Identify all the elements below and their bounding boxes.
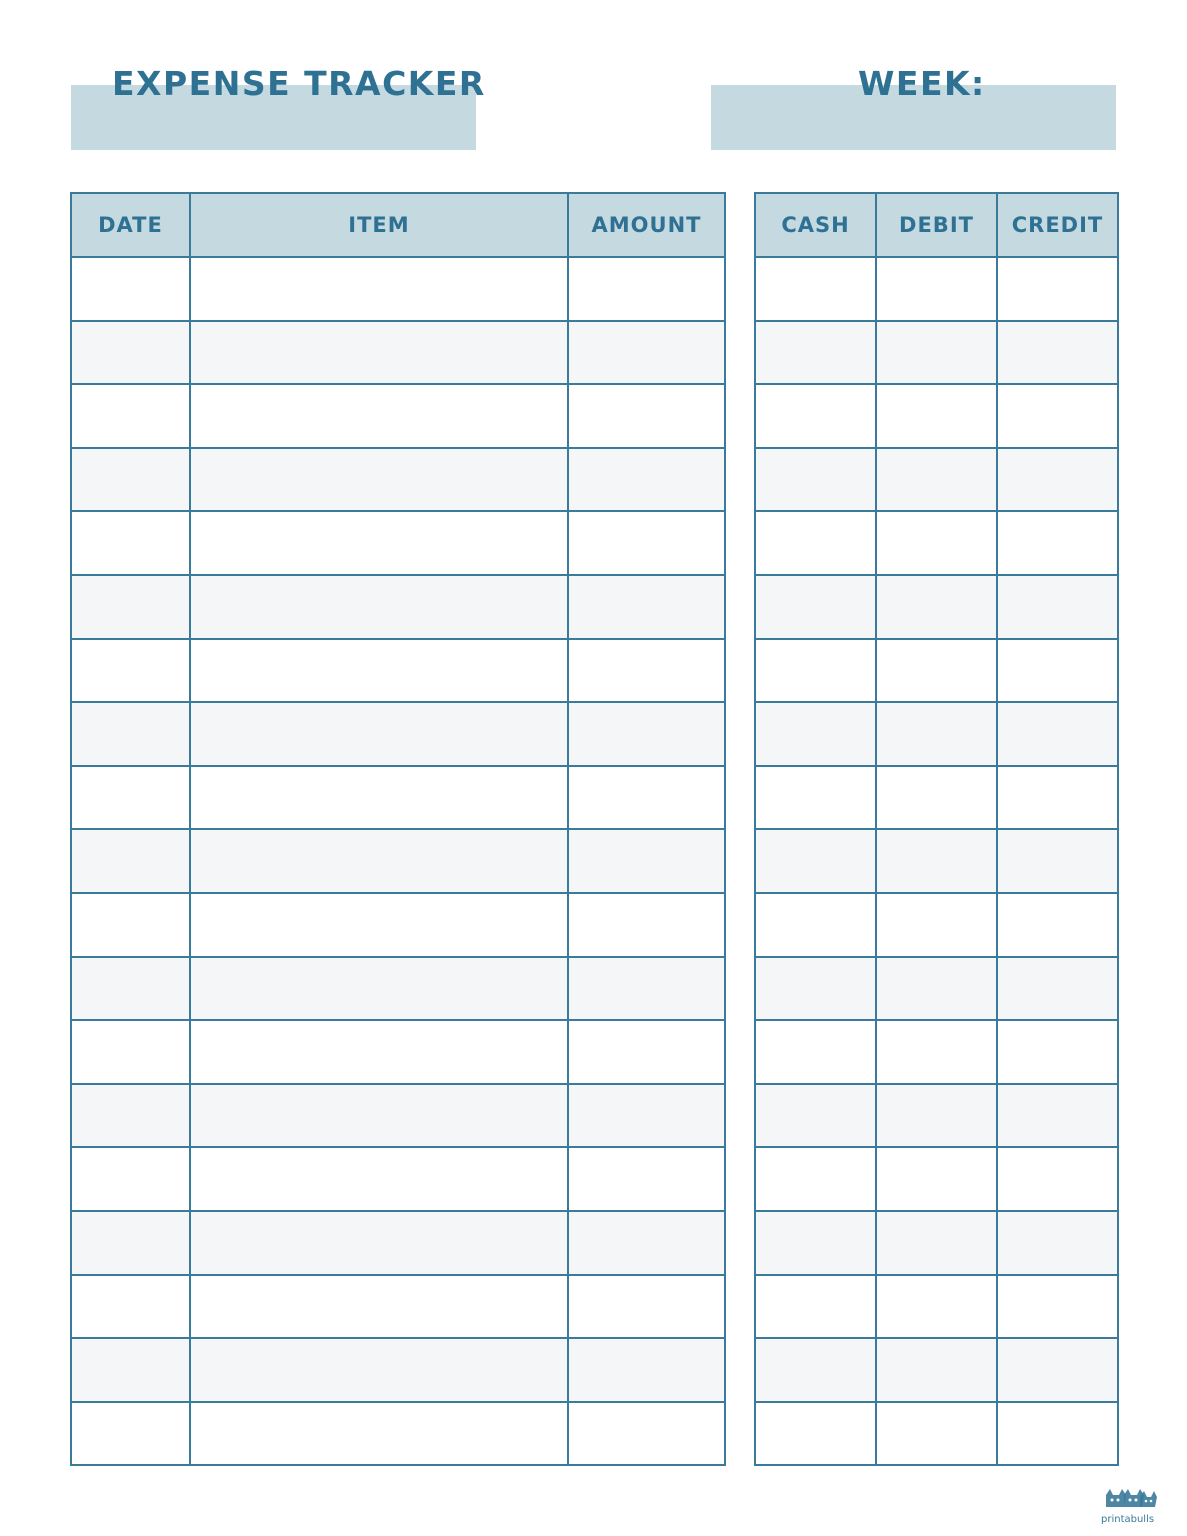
table-row: [755, 1402, 1118, 1466]
table-row: [71, 639, 725, 703]
payment-cell-cash[interactable]: [755, 257, 876, 321]
expense-cell-item[interactable]: [190, 957, 568, 1021]
payment-cell-credit[interactable]: [997, 575, 1118, 639]
payment-cell-cash[interactable]: [755, 448, 876, 512]
expense-cell-item[interactable]: [190, 511, 568, 575]
expense-cell-date[interactable]: [71, 957, 190, 1021]
expense-cell-item[interactable]: [190, 384, 568, 448]
expense-cell-date[interactable]: [71, 257, 190, 321]
table-row: [755, 321, 1118, 385]
expense-cell-amount[interactable]: [568, 639, 725, 703]
table-row: [71, 1275, 725, 1339]
expense-cell-item[interactable]: [190, 257, 568, 321]
payment-cell-credit[interactable]: [997, 257, 1118, 321]
table-row: [71, 957, 725, 1021]
payment-cell-credit[interactable]: [997, 957, 1118, 1021]
expense-cell-item[interactable]: [190, 639, 568, 703]
expense-cell-amount[interactable]: [568, 1338, 725, 1402]
payment-cell-debit[interactable]: [876, 1020, 997, 1084]
expense-cell-date[interactable]: [71, 321, 190, 385]
column-header-debit: DEBIT: [876, 193, 997, 257]
expense-cell-item[interactable]: [190, 575, 568, 639]
expense-cell-date[interactable]: [71, 384, 190, 448]
expense-cell-item[interactable]: [190, 1084, 568, 1148]
expense-cell-amount[interactable]: [568, 448, 725, 512]
payment-cell-cash[interactable]: [755, 639, 876, 703]
expense-cell-date[interactable]: [71, 702, 190, 766]
payment-method-table: [754, 192, 1119, 1466]
table-row: [71, 1402, 725, 1466]
payment-cell-debit[interactable]: [876, 893, 997, 957]
expense-cell-amount[interactable]: [568, 1402, 725, 1466]
payment-cell-debit[interactable]: [876, 511, 997, 575]
expense-cell-date[interactable]: [71, 1020, 190, 1084]
column-header-item: ITEM: [190, 193, 568, 257]
expense-table-header: [71, 193, 725, 257]
payment-cell-credit[interactable]: [997, 702, 1118, 766]
payment-cell-cash[interactable]: [755, 1084, 876, 1148]
payment-cell-credit[interactable]: [997, 766, 1118, 830]
expense-table: [70, 192, 726, 1466]
payment-cell-debit[interactable]: [876, 829, 997, 893]
week-label: WEEK:: [858, 64, 986, 103]
table-row: [71, 1211, 725, 1275]
table-row: [755, 1211, 1118, 1275]
table-row: [755, 257, 1118, 321]
table-row: [755, 639, 1118, 703]
table-row: [71, 829, 725, 893]
expense-cell-date[interactable]: [71, 1402, 190, 1466]
table-row: [71, 448, 725, 512]
payment-table-body: [755, 257, 1118, 1465]
table-row: [71, 575, 725, 639]
payment-cell-cash[interactable]: [755, 766, 876, 830]
column-header-credit: CREDIT: [997, 193, 1118, 257]
table-row: [71, 702, 725, 766]
expense-cell-item[interactable]: [190, 1402, 568, 1466]
payment-cell-cash[interactable]: [755, 702, 876, 766]
column-header-cash: CASH: [755, 193, 876, 257]
expense-cell-date[interactable]: [71, 766, 190, 830]
table-row: [71, 511, 725, 575]
table-row: [755, 893, 1118, 957]
payment-cell-cash[interactable]: [755, 1147, 876, 1211]
payment-cell-debit[interactable]: [876, 639, 997, 703]
expense-cell-amount[interactable]: [568, 1275, 725, 1339]
payment-cell-cash[interactable]: [755, 575, 876, 639]
expense-cell-item[interactable]: [190, 766, 568, 830]
payment-cell-credit[interactable]: [997, 1211, 1118, 1275]
payment-cell-debit[interactable]: [876, 1084, 997, 1148]
expense-cell-date[interactable]: [71, 575, 190, 639]
payment-cell-debit[interactable]: [876, 766, 997, 830]
table-row: [71, 1020, 725, 1084]
expense-cell-amount[interactable]: [568, 957, 725, 1021]
table-row: [755, 1020, 1118, 1084]
table-row: [71, 893, 725, 957]
payment-cell-debit[interactable]: [876, 257, 997, 321]
expense-cell-item[interactable]: [190, 829, 568, 893]
expense-cell-amount[interactable]: [568, 702, 725, 766]
table-row: [71, 384, 725, 448]
expense-cell-date[interactable]: [71, 1211, 190, 1275]
payment-cell-credit[interactable]: [997, 321, 1118, 385]
expense-cell-date[interactable]: [71, 639, 190, 703]
payment-cell-debit[interactable]: [876, 957, 997, 1021]
expense-cell-item[interactable]: [190, 1020, 568, 1084]
payment-cell-debit[interactable]: [876, 575, 997, 639]
payment-cell-credit[interactable]: [997, 1020, 1118, 1084]
table-row: [755, 702, 1118, 766]
expense-cell-date[interactable]: [71, 1275, 190, 1339]
payment-cell-cash[interactable]: [755, 957, 876, 1021]
payment-cell-debit[interactable]: [876, 384, 997, 448]
payment-cell-cash[interactable]: [755, 384, 876, 448]
payment-cell-credit[interactable]: [997, 511, 1118, 575]
expense-cell-item[interactable]: [190, 1147, 568, 1211]
payment-cell-credit[interactable]: [997, 829, 1118, 893]
table-row: [755, 766, 1118, 830]
table-row: [755, 448, 1118, 512]
column-header-date: DATE: [71, 193, 190, 257]
table-row: [755, 1338, 1118, 1402]
expense-cell-date[interactable]: [71, 893, 190, 957]
table-row: [71, 257, 725, 321]
payment-cell-cash[interactable]: [755, 1275, 876, 1339]
expense-cell-date[interactable]: [71, 829, 190, 893]
payment-cell-credit[interactable]: [997, 1147, 1118, 1211]
payment-cell-debit[interactable]: [876, 1402, 997, 1466]
table-row: [755, 384, 1118, 448]
payment-cell-cash[interactable]: [755, 511, 876, 575]
payment-cell-credit[interactable]: [997, 1338, 1118, 1402]
expense-cell-item[interactable]: [190, 1338, 568, 1402]
payment-cell-debit[interactable]: [876, 702, 997, 766]
expense-cell-item[interactable]: [190, 321, 568, 385]
payment-cell-credit[interactable]: [997, 448, 1118, 512]
expense-cell-date[interactable]: [71, 511, 190, 575]
payment-cell-credit[interactable]: [997, 1402, 1118, 1466]
expense-cell-item[interactable]: [190, 1211, 568, 1275]
expense-cell-amount[interactable]: [568, 257, 725, 321]
table-row: [71, 321, 725, 385]
payment-cell-cash[interactable]: [755, 893, 876, 957]
expense-cell-date[interactable]: [71, 1338, 190, 1402]
expense-cell-amount[interactable]: [568, 321, 725, 385]
table-row: [755, 1084, 1118, 1148]
payment-cell-cash[interactable]: [755, 1211, 876, 1275]
expense-cell-item[interactable]: [190, 893, 568, 957]
payment-cell-cash[interactable]: [755, 829, 876, 893]
payment-cell-cash[interactable]: [755, 1402, 876, 1466]
column-header-amount: AMOUNT: [568, 193, 725, 257]
table-row: [755, 1275, 1118, 1339]
table-row: [755, 957, 1118, 1021]
table-row: [71, 1338, 725, 1402]
table-row: [71, 1084, 725, 1148]
payment-cell-debit[interactable]: [876, 1147, 997, 1211]
expense-cell-date[interactable]: [71, 1084, 190, 1148]
payment-table-header: [755, 193, 1118, 257]
expense-cell-item[interactable]: [190, 448, 568, 512]
payment-cell-cash[interactable]: [755, 1020, 876, 1084]
table-row: [755, 1147, 1118, 1211]
payment-cell-credit[interactable]: [997, 1084, 1118, 1148]
table-row: [71, 766, 725, 830]
payment-cell-debit[interactable]: [876, 448, 997, 512]
expense-cell-item[interactable]: [190, 702, 568, 766]
payment-cell-credit[interactable]: [997, 384, 1118, 448]
expense-table-body: [71, 257, 725, 1465]
expense-cell-amount[interactable]: [568, 1020, 725, 1084]
expense-cell-amount[interactable]: [568, 829, 725, 893]
expense-cell-date[interactable]: [71, 448, 190, 512]
payment-cell-debit[interactable]: [876, 1338, 997, 1402]
expense-cell-date[interactable]: [71, 1147, 190, 1211]
expense-cell-amount[interactable]: [568, 1211, 725, 1275]
payment-cell-debit[interactable]: [876, 1211, 997, 1275]
expense-cell-amount[interactable]: [568, 511, 725, 575]
expense-cell-amount[interactable]: [568, 575, 725, 639]
expense-cell-amount[interactable]: [568, 1084, 725, 1148]
brand-name: printabulls: [1101, 1514, 1155, 1525]
payment-cell-cash[interactable]: [755, 321, 876, 385]
payment-cell-debit[interactable]: [876, 1275, 997, 1339]
expense-cell-amount[interactable]: [568, 1147, 725, 1211]
table-row: [755, 511, 1118, 575]
payment-cell-credit[interactable]: [997, 1275, 1118, 1339]
expense-cell-amount[interactable]: [568, 893, 725, 957]
table-row: [755, 575, 1118, 639]
expense-cell-amount[interactable]: [568, 766, 725, 830]
payment-cell-cash[interactable]: [755, 1338, 876, 1402]
expense-cell-amount[interactable]: [568, 384, 725, 448]
payment-cell-credit[interactable]: [997, 893, 1118, 957]
payment-cell-debit[interactable]: [876, 321, 997, 385]
table-row: [71, 1147, 725, 1211]
payment-cell-credit[interactable]: [997, 639, 1118, 703]
table-row: [755, 829, 1118, 893]
expense-cell-item[interactable]: [190, 1275, 568, 1339]
page-title: EXPENSE TRACKER: [112, 64, 486, 103]
